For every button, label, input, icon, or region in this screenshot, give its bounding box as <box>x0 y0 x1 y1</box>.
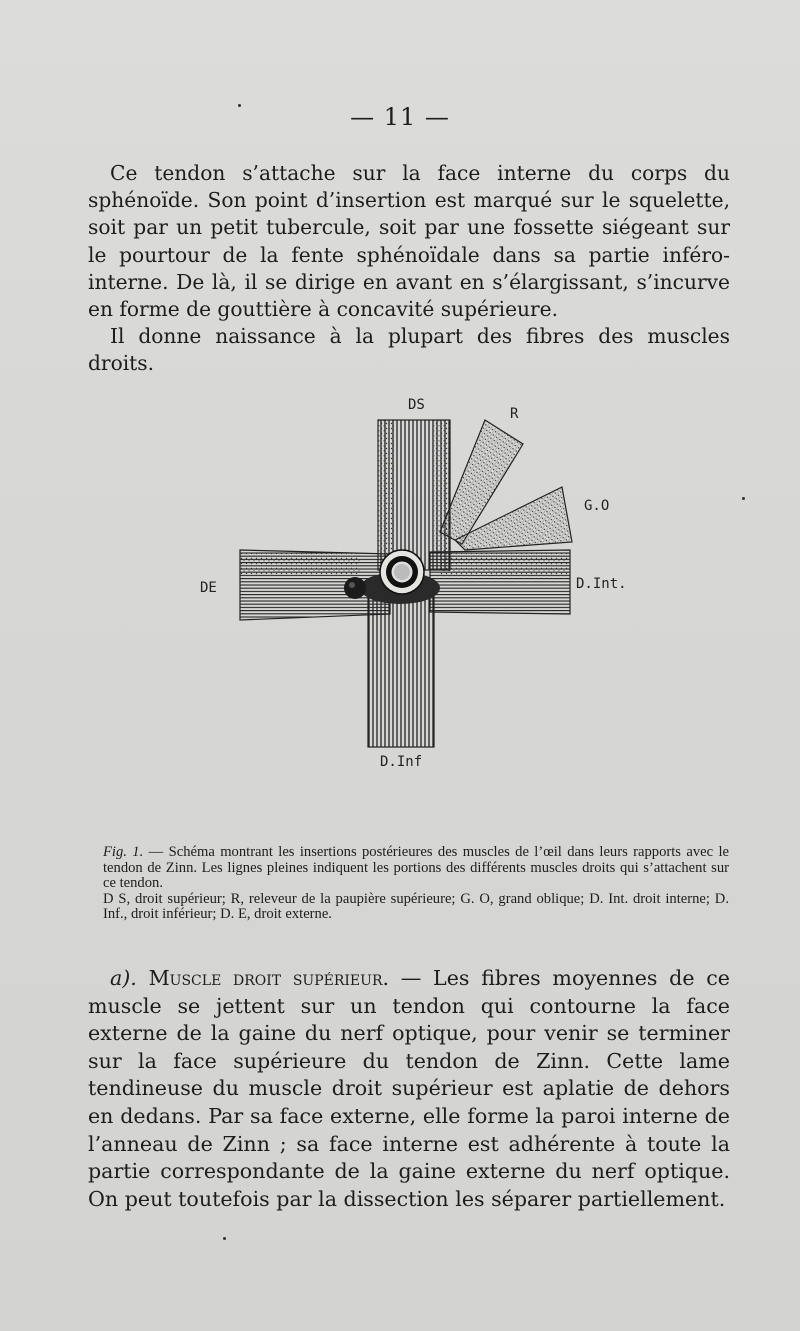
print-speck <box>742 497 745 500</box>
paragraph-2: Il donne naissance à la plupart des fibres des muscles droits. <box>88 324 730 376</box>
section-body: — Les fibres moyennes de ce muscle se jettent sur un tendon qui contourne la face externe de la gaine du nerf optique, pour venir se terminer sur la face supérieure du tendon de Zinn. Cette lame tendineuse du muscle droit supérieur est aplatie de dehors en dedans. Par sa face externe, elle forme la paroi interne de l’anneau de Zinn ; sa face interne est adhérente à toute la partie correspondante de la gaine externe du nerf optique. On peut toutefois par la dissection les séparer partiellement. <box>88 966 730 1211</box>
caption-text: — Schéma montrant les insertions postérieures des muscles de l’œil dans leurs rapports avec le tendon de Zinn. Les lignes pleines indiquent les portions des différents muscles droits qui s’attachent sur ce tendon. <box>103 844 729 891</box>
top-text <box>88 160 730 378</box>
label-dint: D.Int. <box>576 576 627 592</box>
figure-diagram <box>200 392 620 777</box>
paragraph-1: Ce tendon s’attache sur la face interne du corps du sphénoïde. Son point d’insertion est marqué sur le squelette, soit par un petit tubercule, soit par une fossette siégeant sur le pourtour de la fente sphénoïdale dans sa partie inféro-interne. De là, il se dirige en avant en s’élargissant, s’incurve en forme de gouttière à concavité supérieure. <box>88 161 730 322</box>
section-marker: a). <box>110 966 137 990</box>
page-number: — 11 — <box>350 103 450 131</box>
print-speck <box>223 1237 226 1240</box>
figure-muscle-insertions <box>200 392 627 777</box>
label-r: R <box>510 406 519 422</box>
print-speck <box>238 104 241 107</box>
section-droit-superieur <box>88 965 730 1213</box>
caption-fig-tag: Fig. 1. <box>103 844 144 860</box>
label-dinf: D.Inf <box>380 754 423 770</box>
figure-caption <box>103 845 729 923</box>
label-ds: DS <box>408 397 425 413</box>
section-heading: Muscle droit supérieur. <box>148 966 390 990</box>
droit-inferieur-band <box>368 592 434 747</box>
label-de: DE <box>200 580 217 596</box>
ophthalmic-artery <box>344 577 366 599</box>
caption-legend: D S, droit supérieur; R, releveur de la paupière supérieure; G. O, grand oblique; D. Int. droit interne; D. Inf., droit inférieur; D. E, droit externe. <box>103 890 729 922</box>
label-go: G.O <box>584 498 610 514</box>
